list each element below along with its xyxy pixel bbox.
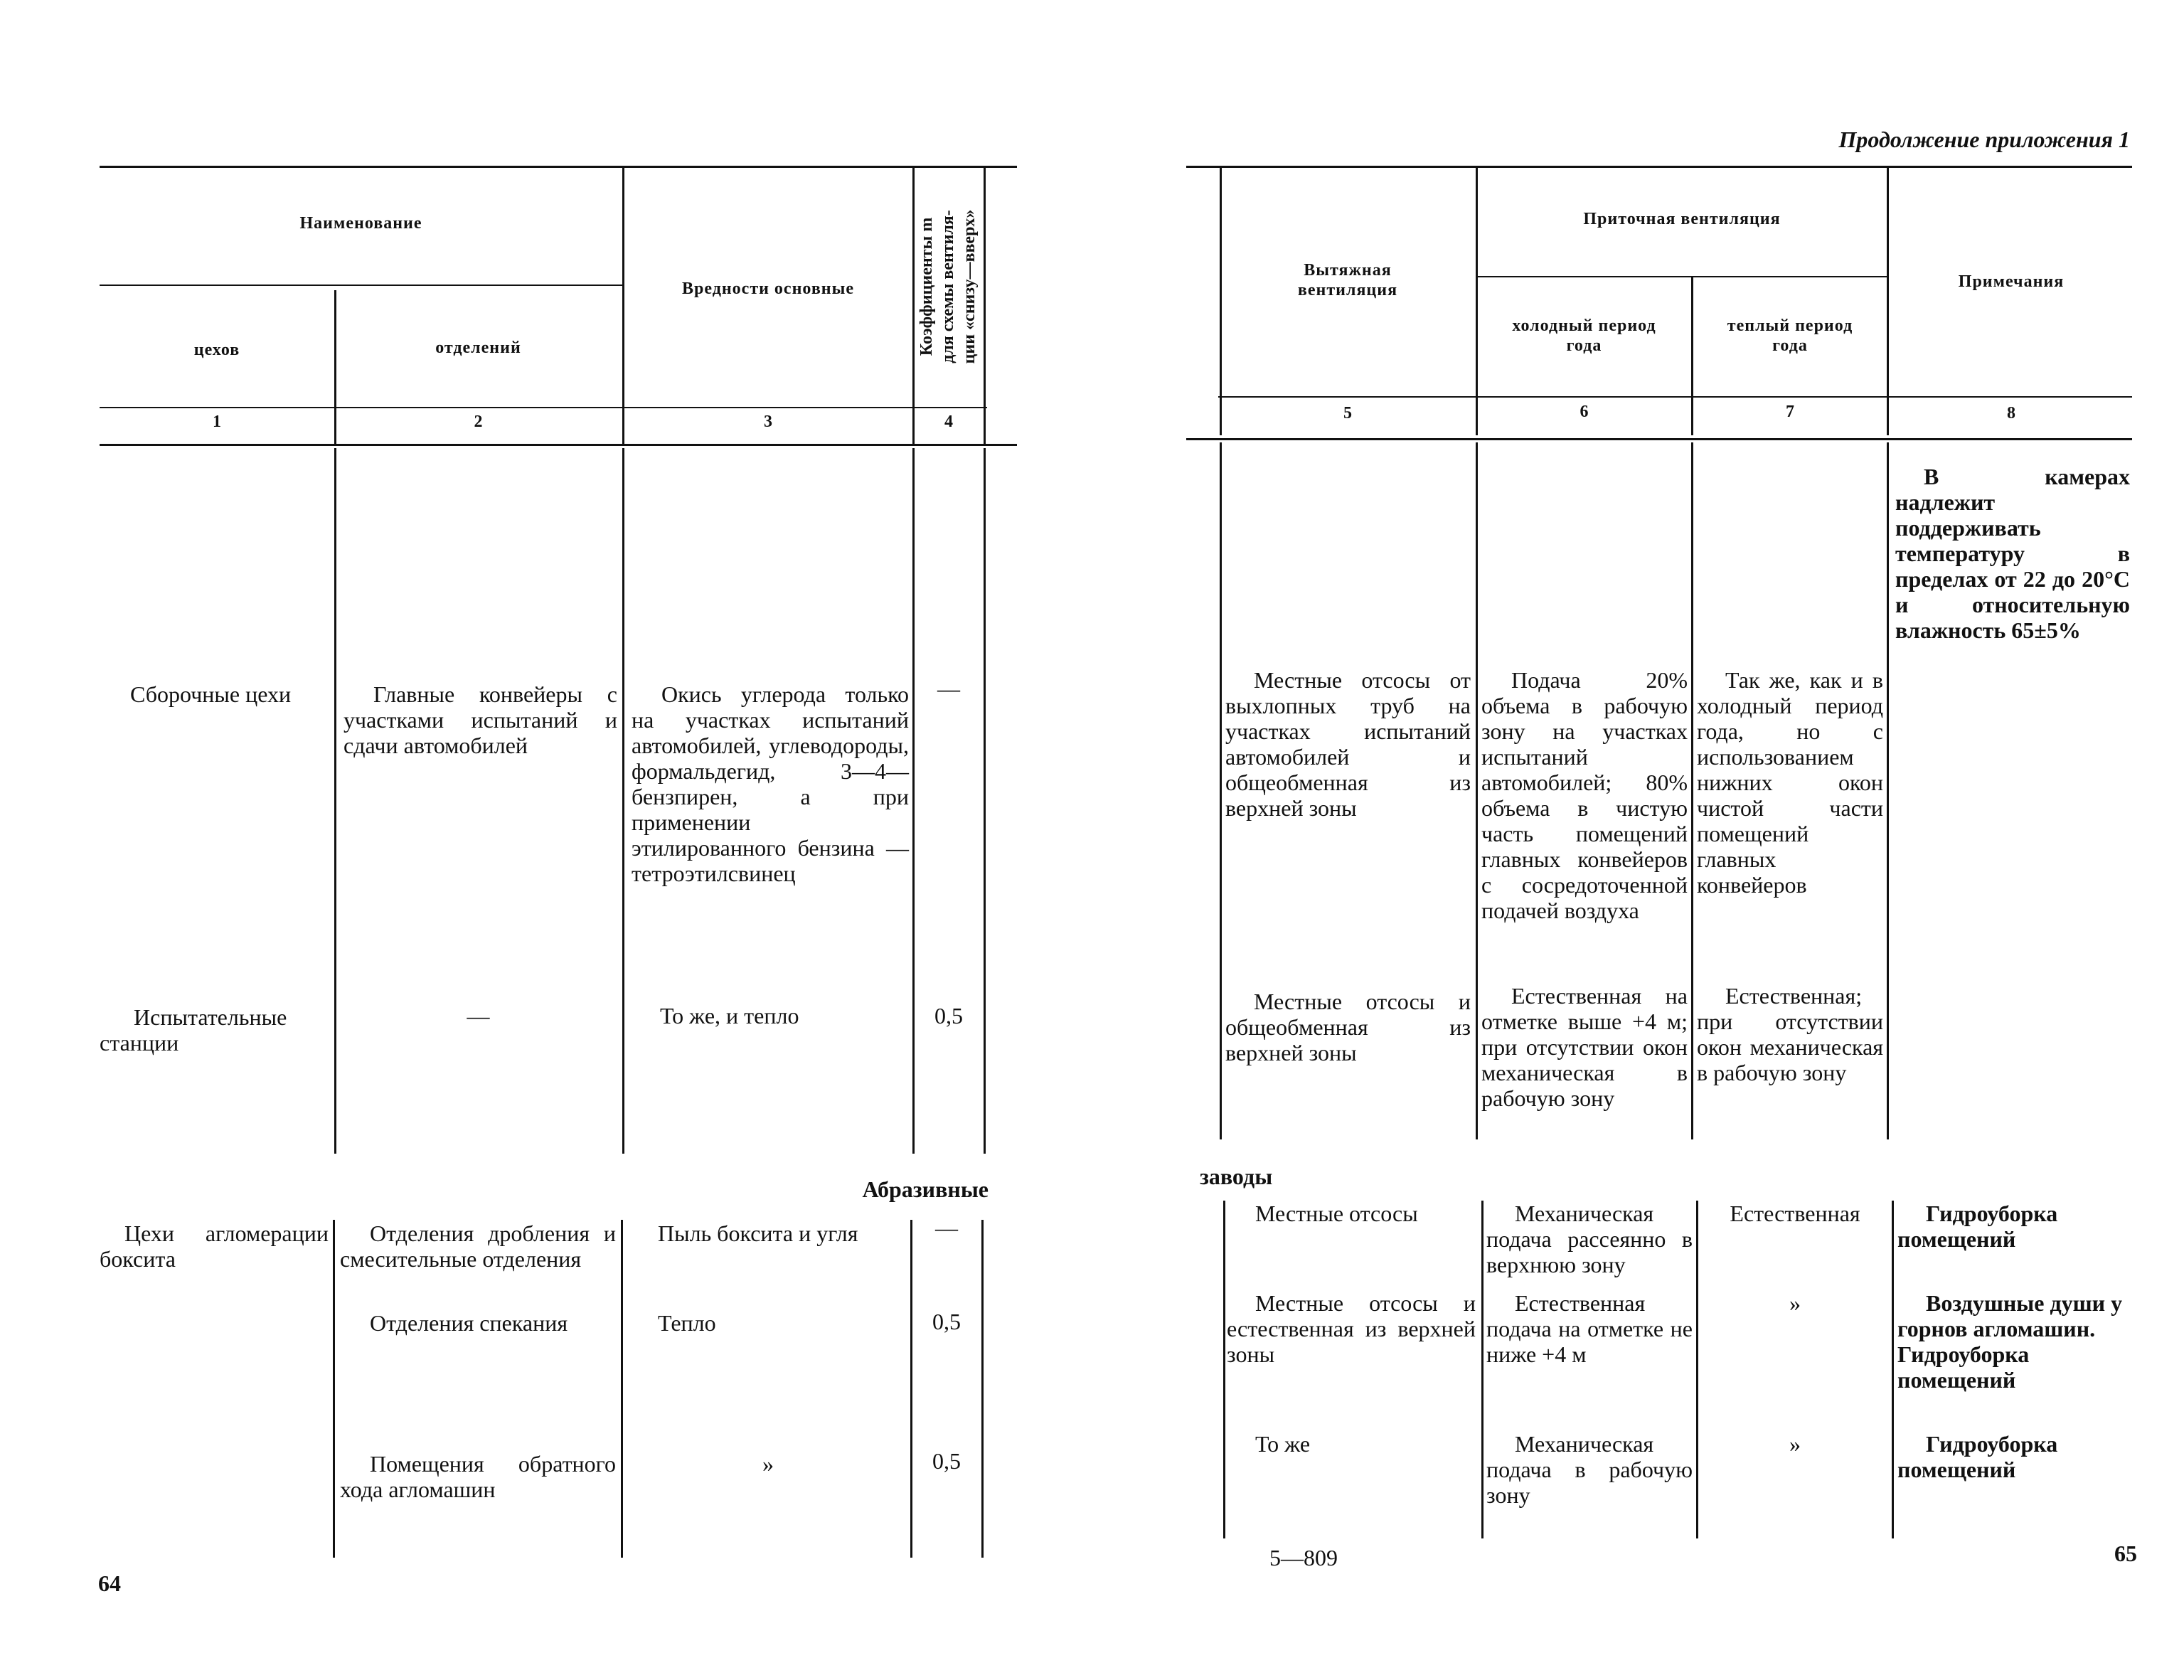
header-divider-2	[622, 167, 624, 444]
header-supply-group: Приточная вентиляция	[1583, 210, 1781, 228]
header-coefficient-wrap	[916, 171, 981, 403]
header-bottom-rule-right	[1186, 438, 2132, 440]
row3-cold: Механическая подача рассеянно в верхнюю зону	[1486, 1201, 1693, 1277]
row5-warm: »	[1789, 1431, 1801, 1457]
header-divider-r0	[1220, 168, 1222, 435]
row1-cold: Подача 20% объема в рабочую зону на участках испытаний автомобилей; 80% объема в чистую часть помещений главных конвейеров с сосредоточенной подачей воздуха	[1481, 667, 1688, 923]
body-divider-1	[334, 448, 336, 1154]
body-divider-r2	[1691, 442, 1693, 1139]
body2-divider-r0	[1223, 1201, 1225, 1538]
body2-divider-3	[910, 1220, 912, 1558]
body-divider-2	[622, 448, 624, 1154]
row1-workshop: Сборочные цехи	[130, 681, 292, 707]
header-cold-period: холодный период года	[1512, 317, 1656, 355]
row4-warm: »	[1789, 1290, 1801, 1316]
row2-exhaust: Местные отсосы и общеобменная из верхней зоны	[1225, 989, 1471, 1065]
column-number-8: 8	[2007, 404, 2015, 422]
page-number-right: 65	[2114, 1541, 2137, 1566]
header-divider-r2	[1691, 277, 1693, 435]
body-divider-3	[912, 448, 915, 1154]
row2-workshop: Испытательные станции	[100, 1004, 287, 1056]
header-divider-4	[984, 167, 986, 444]
body-divider-4	[984, 448, 986, 1154]
body2-divider-4	[981, 1220, 984, 1558]
header-workshops: цехов	[193, 341, 240, 359]
column-number-1: 1	[213, 413, 221, 431]
supply-subheader-rule	[1476, 276, 1887, 277]
column-number-7: 7	[1786, 403, 1794, 421]
column-number-rule-right	[1218, 396, 2132, 398]
header-warm-period: теплый период года	[1727, 317, 1853, 355]
row1-coefficient: —	[937, 676, 960, 701]
row3-exhaust: Местные отсосы	[1255, 1201, 1418, 1226]
header-divider-3	[912, 167, 915, 444]
row1-department: Главные конвейеры с участками испытаний и сдачи автомобилей	[343, 681, 617, 758]
row4-hazards: Тепло	[658, 1310, 716, 1336]
right-page	[1092, 0, 2184, 1680]
section-heading-suffix: заводы	[1200, 1164, 1273, 1189]
body-divider-r0	[1220, 442, 1222, 1139]
row1-exhaust: Местные отсосы от выхлопных труб на участках испытаний автомобилей и общеобменная из верхней зоны	[1225, 667, 1471, 821]
column-number-2: 2	[474, 413, 483, 431]
row5-exhaust: То же	[1255, 1431, 1311, 1457]
row3-hazards: Пыль боксита и угля	[658, 1221, 858, 1246]
page-number-left: 64	[98, 1570, 121, 1596]
row4-coefficient: 0,5	[932, 1309, 961, 1334]
row2-cold: Естественная на отметке выше +4 м; при отсутствии окон механическая в рабочую зону	[1481, 983, 1688, 1111]
header-departments: отделений	[435, 339, 521, 357]
body2-divider-1	[333, 1220, 335, 1558]
row4-cold: Естественная подача на отметке не ниже +4 м	[1486, 1290, 1693, 1367]
row1-warm: Так же, как и в холодный период года, но с использованием нижних окон чистой части помещений главных конвейеров	[1697, 667, 1883, 898]
header-notes: Примечания	[1958, 272, 2065, 291]
row3-workshop: Цехи агломерации боксита	[100, 1221, 329, 1272]
row5-coefficient: 0,5	[932, 1448, 961, 1474]
body2-divider-r1	[1481, 1201, 1483, 1538]
row5-notes: Гидроуборка помещений	[1897, 1431, 2058, 1482]
body-divider-r1	[1476, 442, 1478, 1139]
header-divider-r1	[1476, 168, 1478, 435]
section-heading-prefix: Абразивные	[862, 1176, 989, 1202]
column-number-4: 4	[944, 413, 953, 431]
row4-notes: Воздушные души у горнов агломашин. Гидроуборка помещений	[1897, 1290, 2123, 1393]
row3-warm: Естественная	[1730, 1201, 1860, 1226]
running-head: Продолжение приложения 1	[1838, 127, 2130, 152]
header-hazards: Вредности основные	[682, 280, 854, 298]
table-top-rule	[100, 166, 1017, 168]
body2-divider-r2	[1696, 1201, 1698, 1538]
column-number-5: 5	[1343, 404, 1352, 422]
body2-divider-r3	[1892, 1201, 1894, 1538]
row3-coefficient: —	[935, 1215, 958, 1240]
row4-department: Отделения спекания	[370, 1310, 568, 1336]
row1-hazards: Окись углерода только на участках испытаний автомобилей, углеводороды, формальдегид, 3—4—бензпирен, а при применении этилированного бензина — тетроэтилсвинец	[632, 681, 909, 886]
column-number-rule	[100, 407, 987, 408]
column-number-3: 3	[764, 413, 772, 431]
body2-divider-2	[621, 1220, 623, 1558]
row5-cold: Механическая подача в рабочую зону	[1486, 1431, 1693, 1508]
row2-coefficient: 0,5	[934, 1003, 963, 1028]
row3-notes: Гидроуборка помещений	[1897, 1201, 2058, 1252]
table-top-rule-right	[1186, 166, 2132, 168]
signature-mark: 5—809	[1269, 1545, 1338, 1570]
header-divider-1	[334, 290, 336, 444]
header-coefficient: Коэффициенты m для схемы вентиля- ции «снизу—вверх»	[917, 209, 979, 364]
top-note: В камерах надлежит поддерживать температуру в пределах от 22 до 20°С и относительную влажность 65±5%	[1895, 464, 2130, 643]
column-number-6: 6	[1580, 403, 1589, 421]
row2-hazards: То же, и тепло	[660, 1003, 799, 1028]
row5-hazards: »	[762, 1451, 774, 1477]
row2-department: —	[467, 1003, 490, 1028]
header-divider-r3	[1887, 168, 1889, 435]
row3-department: Отделения дробления и смесительные отделения	[340, 1221, 616, 1272]
row4-exhaust: Местные отсосы и естественная из верхней зоны	[1227, 1290, 1476, 1367]
row5-department: Помещения обратного хода агломашин	[340, 1451, 616, 1502]
body-divider-r3	[1887, 442, 1889, 1139]
name-subheader-rule	[100, 285, 622, 286]
header-exhaust: Вытяжная вентиляция	[1297, 261, 1398, 299]
header-bottom-rule	[100, 444, 1017, 446]
row2-warm: Естественная; при отсутствии окон механическая в рабочую зону	[1697, 983, 1883, 1085]
header-name-group: Наименование	[299, 214, 422, 233]
